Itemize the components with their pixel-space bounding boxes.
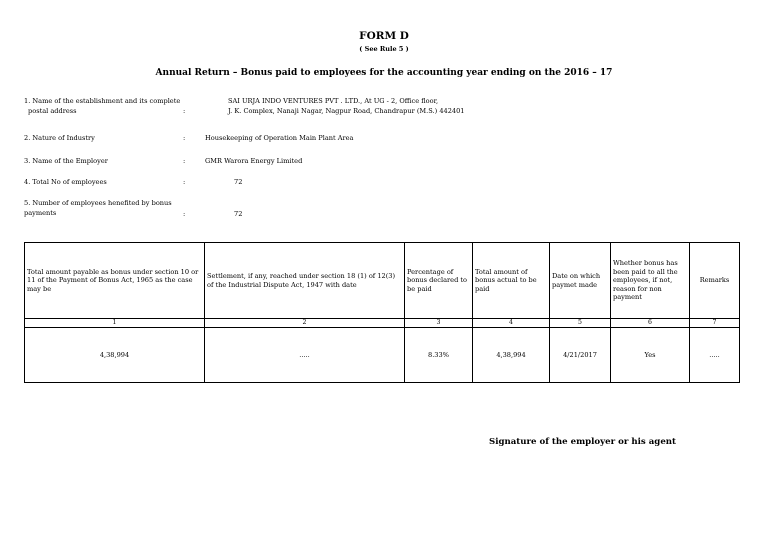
- form-title: FORM D: [359, 30, 409, 42]
- header-whether-paid: Whether bonus has been paid to all the employees, if not, reason for non payment: [611, 243, 690, 319]
- cell-settlement: .....: [205, 328, 405, 383]
- table-column-number-row: [25, 319, 740, 328]
- column-number: 5: [550, 319, 611, 328]
- field-value-line: GMR Warora Energy Limited: [205, 157, 303, 165]
- field-value-line: 72: [234, 178, 243, 186]
- column-number: 3: [405, 319, 473, 328]
- form-rule-reference: ( See Rule 5 ): [359, 45, 409, 53]
- field-value-line: SAI URJA INDO VENTURES PVT . LTD., At UG - 2, Office floor,: [228, 97, 439, 105]
- cell-total-amount: 4,38,994: [473, 328, 550, 383]
- field-total-employees-label: [24, 178, 107, 188]
- cell-percentage: 8.33%: [405, 328, 473, 383]
- cell-remarks: .....: [690, 328, 740, 383]
- field-industry-value: [205, 134, 354, 144]
- field-employer-value: [205, 157, 302, 167]
- field-establishment-label: [24, 97, 180, 116]
- header-percentage: Percentage of bonus declared to be paid: [405, 243, 473, 319]
- signature-label: Signature of the employer or his agent: [489, 437, 677, 447]
- column-number: 6: [611, 319, 690, 328]
- field-value-line: Housekeeping of Operation Main Plant Area: [205, 134, 354, 142]
- field-value-line: 72: [234, 210, 243, 218]
- field-benefited-label: [24, 199, 172, 218]
- field-label-line: 1. Name of the establishment and its complete: [24, 97, 181, 105]
- field-colon: :: [183, 178, 186, 186]
- annual-return-heading: Annual Return – Bonus paid to employees for the accounting year ending on the 2016 – 17: [155, 68, 613, 78]
- field-label-line: 3. Name of the Employer: [24, 157, 108, 165]
- field-employer-label: [24, 157, 108, 167]
- bonus-table: [24, 242, 740, 383]
- field-establishment-value: [228, 97, 465, 116]
- field-value-line: J. K. Complex, Nanaji Nagar, Nagpur Road, Chandrapur (M.S.) 442401: [228, 106, 465, 115]
- table-row: [25, 328, 740, 383]
- column-number: 1: [25, 319, 205, 328]
- cell-bonus-payable: 4,38,994: [25, 328, 205, 383]
- field-industry-label: [24, 134, 95, 144]
- cell-whether-paid: Yes: [611, 328, 690, 383]
- field-colon: :: [183, 107, 186, 115]
- header-remarks: Remarks: [690, 243, 740, 319]
- header-total-amount: Total amount of bonus actual to be paid: [473, 243, 550, 319]
- field-benefited-value: [234, 210, 242, 220]
- field-colon: :: [183, 157, 186, 165]
- field-label-line: 4. Total No of employees: [24, 178, 107, 186]
- field-label-line: 2. Nature of Industry: [24, 134, 95, 142]
- column-number: 4: [473, 319, 550, 328]
- field-total-employees-value: [234, 178, 242, 188]
- field-colon: :: [183, 210, 186, 218]
- field-label-line: postal address: [28, 106, 77, 115]
- field-colon: :: [183, 134, 186, 142]
- cell-payment-date: 4/21/2017: [550, 328, 611, 383]
- header-bonus-payable: Total amount payable as bonus under section 10 or 11 of the Payment of Bonus Act, 1965 as the case may be: [25, 243, 205, 319]
- field-label-line: payments: [24, 208, 57, 217]
- column-number: 2: [205, 319, 405, 328]
- column-number: 7: [690, 319, 740, 328]
- header-settlement: Settlement, if any, reached under section 18 (1) of 12(3) of the Industrial Dispute Act, 1947 with date: [205, 243, 405, 319]
- header-payment-date: Date on which paymet made: [550, 243, 611, 319]
- table-header-row: [25, 243, 740, 319]
- field-label-line: 5. Number of employees henefited by bonus: [24, 199, 172, 207]
